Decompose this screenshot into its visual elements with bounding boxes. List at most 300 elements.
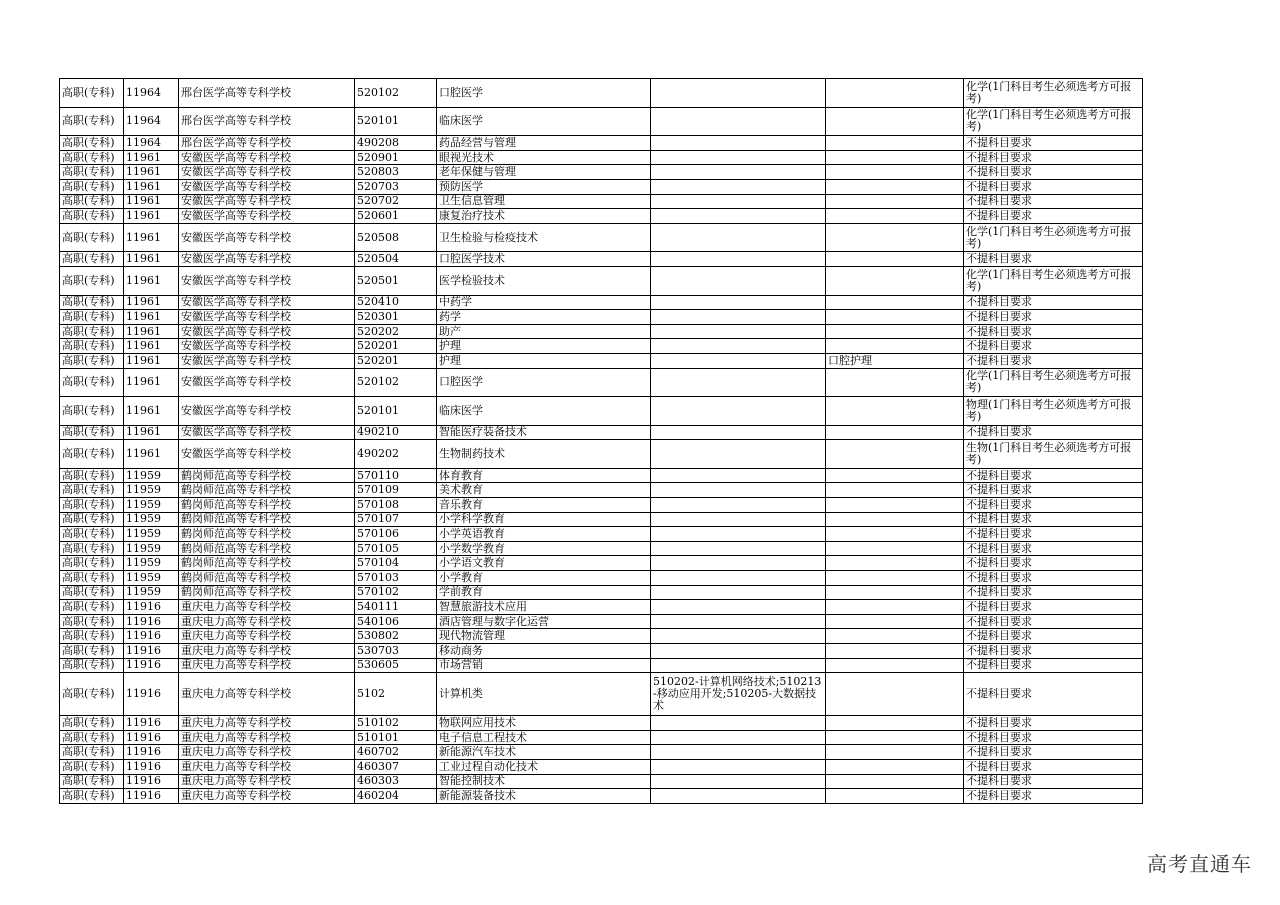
cell-requirement: 不提科目要求 <box>964 295 1143 310</box>
cell-major: 小学数学教育 <box>437 541 651 556</box>
cell-major: 美术教育 <box>437 483 651 498</box>
cell-includes <box>651 468 826 483</box>
cell-level: 高职(专科) <box>60 310 124 325</box>
cell-direction <box>826 179 964 194</box>
cell-major: 移动商务 <box>437 644 651 659</box>
cell-school-code: 11916 <box>124 759 179 774</box>
cell-direction <box>826 614 964 629</box>
cell-level: 高职(专科) <box>60 644 124 659</box>
cell-includes <box>651 585 826 600</box>
cell-major: 计算机类 <box>437 673 651 716</box>
cell-school-code: 11916 <box>124 614 179 629</box>
cell-major-code: 530605 <box>355 658 437 673</box>
cell-includes <box>651 600 826 615</box>
cell-includes <box>651 658 826 673</box>
cell-level: 高职(专科) <box>60 150 124 165</box>
cell-school-code: 11916 <box>124 673 179 716</box>
cell-requirement: 不提科目要求 <box>964 774 1143 789</box>
cell-level: 高职(专科) <box>60 745 124 760</box>
table-row <box>60 541 1143 556</box>
cell-requirement: 不提科目要求 <box>964 150 1143 165</box>
table-row <box>60 527 1143 542</box>
table-row <box>60 745 1143 760</box>
table-row <box>60 252 1143 267</box>
cell-direction: 口腔护理 <box>826 353 964 368</box>
cell-major-code: 510101 <box>355 730 437 745</box>
cell-direction <box>826 512 964 527</box>
cell-school-code: 11961 <box>124 209 179 224</box>
cell-major-code: 520102 <box>355 368 437 397</box>
cell-direction <box>826 483 964 498</box>
cell-school: 安徽医学高等专科学校 <box>179 223 355 252</box>
cell-major-code: 520702 <box>355 194 437 209</box>
table-row <box>60 179 1143 194</box>
cell-school-code: 11961 <box>124 425 179 440</box>
cell-level: 高职(专科) <box>60 571 124 586</box>
cell-level: 高职(专科) <box>60 541 124 556</box>
cell-direction <box>826 600 964 615</box>
cell-direction <box>826 498 964 513</box>
cell-school-code: 11961 <box>124 339 179 354</box>
cell-major: 眼视光技术 <box>437 150 651 165</box>
cell-major: 市场营销 <box>437 658 651 673</box>
cell-school: 重庆电力高等专科学校 <box>179 774 355 789</box>
cell-includes <box>651 483 826 498</box>
cell-includes <box>651 730 826 745</box>
cell-requirement: 不提科目要求 <box>964 541 1143 556</box>
cell-major: 口腔医学技术 <box>437 252 651 267</box>
cell-includes <box>651 194 826 209</box>
cell-requirement: 不提科目要求 <box>964 252 1143 267</box>
cell-level: 高职(专科) <box>60 179 124 194</box>
cell-level: 高职(专科) <box>60 556 124 571</box>
cell-level: 高职(专科) <box>60 483 124 498</box>
cell-major: 医学检验技术 <box>437 266 651 295</box>
cell-direction <box>826 527 964 542</box>
cell-school-code: 11959 <box>124 556 179 571</box>
cell-major-code: 570105 <box>355 541 437 556</box>
cell-direction <box>826 209 964 224</box>
cell-school-code: 11961 <box>124 310 179 325</box>
table-row <box>60 585 1143 600</box>
cell-requirement: 不提科目要求 <box>964 527 1143 542</box>
cell-major: 卫生信息管理 <box>437 194 651 209</box>
cell-school-code: 11916 <box>124 716 179 731</box>
cell-major: 智慧旅游技术应用 <box>437 600 651 615</box>
cell-includes: 510202-计算机网络技术;510213-移动应用开发;510205-大数据技术 <box>651 673 826 716</box>
cell-requirement: 物理(1门科目考生必须选考方可报考) <box>964 397 1143 426</box>
cell-direction <box>826 324 964 339</box>
cell-major: 工业过程自动化技术 <box>437 759 651 774</box>
cell-school-code: 11961 <box>124 223 179 252</box>
cell-requirement: 不提科目要求 <box>964 759 1143 774</box>
cell-major: 临床医学 <box>437 107 651 136</box>
table-row <box>60 483 1143 498</box>
cell-includes <box>651 339 826 354</box>
cell-major-code: 570110 <box>355 468 437 483</box>
cell-direction <box>826 339 964 354</box>
cell-school-code: 11959 <box>124 571 179 586</box>
table-row <box>60 295 1143 310</box>
cell-requirement: 不提科目要求 <box>964 136 1143 151</box>
cell-includes <box>651 165 826 180</box>
cell-school-code: 11916 <box>124 658 179 673</box>
cell-level: 高职(专科) <box>60 789 124 804</box>
cell-school: 鹤岗师范高等专科学校 <box>179 498 355 513</box>
cell-level: 高职(专科) <box>60 165 124 180</box>
cell-major-code: 570102 <box>355 585 437 600</box>
table-row <box>60 194 1143 209</box>
cell-requirement: 不提科目要求 <box>964 194 1143 209</box>
cell-major: 助产 <box>437 324 651 339</box>
cell-school: 安徽医学高等专科学校 <box>179 397 355 426</box>
cell-direction <box>826 107 964 136</box>
cell-major-code: 570107 <box>355 512 437 527</box>
cell-school: 鹤岗师范高等专科学校 <box>179 483 355 498</box>
cell-level: 高职(专科) <box>60 339 124 354</box>
cell-direction <box>826 223 964 252</box>
cell-major-code: 520803 <box>355 165 437 180</box>
table-row <box>60 629 1143 644</box>
cell-school-code: 11959 <box>124 483 179 498</box>
cell-level: 高职(专科) <box>60 673 124 716</box>
cell-school: 重庆电力高等专科学校 <box>179 759 355 774</box>
cell-requirement: 不提科目要求 <box>964 614 1143 629</box>
cell-major: 康复治疗技术 <box>437 209 651 224</box>
cell-school: 鹤岗师范高等专科学校 <box>179 541 355 556</box>
cell-major: 小学英语教育 <box>437 527 651 542</box>
cell-direction <box>826 150 964 165</box>
cell-school-code: 11959 <box>124 527 179 542</box>
cell-level: 高职(专科) <box>60 468 124 483</box>
cell-major-code: 520101 <box>355 107 437 136</box>
cell-major: 小学语文教育 <box>437 556 651 571</box>
cell-includes <box>651 397 826 426</box>
cell-major-code: 520901 <box>355 150 437 165</box>
cell-level: 高职(专科) <box>60 136 124 151</box>
cell-requirement: 生物(1门科目考生必须选考方可报考) <box>964 440 1143 469</box>
cell-major: 智能医疗装备技术 <box>437 425 651 440</box>
cell-school-code: 11959 <box>124 541 179 556</box>
cell-level: 高职(专科) <box>60 209 124 224</box>
cell-major-code: 460702 <box>355 745 437 760</box>
table-row <box>60 644 1143 659</box>
cell-school: 安徽医学高等专科学校 <box>179 425 355 440</box>
cell-level: 高职(专科) <box>60 774 124 789</box>
cell-school: 鹤岗师范高等专科学校 <box>179 556 355 571</box>
cell-direction <box>826 310 964 325</box>
cell-requirement: 不提科目要求 <box>964 629 1143 644</box>
cell-level: 高职(专科) <box>60 512 124 527</box>
cell-major: 学前教育 <box>437 585 651 600</box>
cell-school: 安徽医学高等专科学校 <box>179 368 355 397</box>
cell-major: 现代物流管理 <box>437 629 651 644</box>
cell-major-code: 570108 <box>355 498 437 513</box>
cell-major-code: 520504 <box>355 252 437 267</box>
cell-includes <box>651 629 826 644</box>
cell-direction <box>826 165 964 180</box>
cell-school: 鹤岗师范高等专科学校 <box>179 571 355 586</box>
cell-school: 重庆电力高等专科学校 <box>179 629 355 644</box>
cell-major-code: 520410 <box>355 295 437 310</box>
watermark-text: 高考直通车 <box>1147 852 1252 876</box>
cell-school: 安徽医学高等专科学校 <box>179 310 355 325</box>
cell-level: 高职(专科) <box>60 425 124 440</box>
cell-requirement: 不提科目要求 <box>964 483 1143 498</box>
cell-requirement: 不提科目要求 <box>964 571 1143 586</box>
cell-school: 鹤岗师范高等专科学校 <box>179 527 355 542</box>
cell-major: 口腔医学 <box>437 368 651 397</box>
cell-includes <box>651 79 826 108</box>
cell-requirement: 不提科目要求 <box>964 600 1143 615</box>
cell-level: 高职(专科) <box>60 730 124 745</box>
table-row <box>60 571 1143 586</box>
cell-school-code: 11964 <box>124 79 179 108</box>
cell-school: 重庆电力高等专科学校 <box>179 789 355 804</box>
cell-direction <box>826 658 964 673</box>
table-row <box>60 397 1143 426</box>
cell-direction <box>826 136 964 151</box>
table-row <box>60 468 1143 483</box>
cell-major-code: 510102 <box>355 716 437 731</box>
cell-school-code: 11961 <box>124 397 179 426</box>
cell-school: 安徽医学高等专科学校 <box>179 440 355 469</box>
table-body <box>60 79 1143 804</box>
cell-school-code: 11961 <box>124 266 179 295</box>
cell-direction <box>826 541 964 556</box>
cell-school-code: 11961 <box>124 440 179 469</box>
cell-major: 护理 <box>437 339 651 354</box>
cell-level: 高职(专科) <box>60 324 124 339</box>
cell-major-code: 540106 <box>355 614 437 629</box>
cell-includes <box>651 745 826 760</box>
table-row <box>60 107 1143 136</box>
cell-requirement: 不提科目要求 <box>964 716 1143 731</box>
cell-includes <box>651 150 826 165</box>
cell-requirement: 化学(1门科目考生必须选考方可报考) <box>964 107 1143 136</box>
cell-school-code: 11916 <box>124 644 179 659</box>
cell-school: 邢台医学高等专科学校 <box>179 136 355 151</box>
cell-includes <box>651 209 826 224</box>
cell-direction <box>826 468 964 483</box>
cell-level: 高职(专科) <box>60 223 124 252</box>
table-row <box>60 658 1143 673</box>
cell-includes <box>651 425 826 440</box>
cell-includes <box>651 266 826 295</box>
cell-requirement: 不提科目要求 <box>964 165 1143 180</box>
cell-school-code: 11961 <box>124 165 179 180</box>
cell-school-code: 11961 <box>124 295 179 310</box>
cell-school: 重庆电力高等专科学校 <box>179 716 355 731</box>
cell-requirement: 不提科目要求 <box>964 673 1143 716</box>
admission-requirements-table <box>59 78 1143 804</box>
table-row <box>60 789 1143 804</box>
cell-major-code: 570104 <box>355 556 437 571</box>
cell-major-code: 570106 <box>355 527 437 542</box>
cell-level: 高职(专科) <box>60 629 124 644</box>
cell-includes <box>651 556 826 571</box>
cell-school: 邢台医学高等专科学校 <box>179 79 355 108</box>
cell-includes <box>651 774 826 789</box>
cell-direction <box>826 368 964 397</box>
cell-includes <box>651 498 826 513</box>
table-row <box>60 368 1143 397</box>
cell-school-code: 11959 <box>124 585 179 600</box>
cell-school: 重庆电力高等专科学校 <box>179 644 355 659</box>
cell-school-code: 11961 <box>124 252 179 267</box>
cell-requirement: 不提科目要求 <box>964 339 1143 354</box>
cell-requirement: 不提科目要求 <box>964 644 1143 659</box>
cell-major: 新能源汽车技术 <box>437 745 651 760</box>
cell-level: 高职(专科) <box>60 79 124 108</box>
cell-requirement: 不提科目要求 <box>964 745 1143 760</box>
table-row <box>60 730 1143 745</box>
cell-level: 高职(专科) <box>60 527 124 542</box>
table-row <box>60 165 1143 180</box>
cell-school: 安徽医学高等专科学校 <box>179 353 355 368</box>
cell-school: 鹤岗师范高等专科学校 <box>179 468 355 483</box>
cell-major: 口腔医学 <box>437 79 651 108</box>
cell-school-code: 11916 <box>124 745 179 760</box>
cell-school: 安徽医学高等专科学校 <box>179 252 355 267</box>
table-row <box>60 512 1143 527</box>
cell-school: 安徽医学高等专科学校 <box>179 165 355 180</box>
cell-requirement: 化学(1门科目考生必须选考方可报考) <box>964 368 1143 397</box>
cell-major: 中药学 <box>437 295 651 310</box>
cell-includes <box>651 310 826 325</box>
cell-major: 电子信息工程技术 <box>437 730 651 745</box>
cell-requirement: 不提科目要求 <box>964 209 1143 224</box>
cell-major-code: 490202 <box>355 440 437 469</box>
cell-major-code: 520201 <box>355 339 437 354</box>
cell-includes <box>651 759 826 774</box>
table-row <box>60 774 1143 789</box>
cell-school: 安徽医学高等专科学校 <box>179 194 355 209</box>
cell-school-code: 11961 <box>124 150 179 165</box>
cell-school-code: 11964 <box>124 107 179 136</box>
cell-major-code: 490210 <box>355 425 437 440</box>
cell-major-code: 520703 <box>355 179 437 194</box>
cell-school-code: 11964 <box>124 136 179 151</box>
cell-school: 鹤岗师范高等专科学校 <box>179 585 355 600</box>
cell-direction <box>826 194 964 209</box>
cell-school-code: 11916 <box>124 600 179 615</box>
cell-includes <box>651 541 826 556</box>
cell-includes <box>651 107 826 136</box>
cell-direction <box>826 789 964 804</box>
cell-school-code: 11961 <box>124 179 179 194</box>
cell-requirement: 不提科目要求 <box>964 556 1143 571</box>
cell-requirement: 不提科目要求 <box>964 353 1143 368</box>
table-row <box>60 310 1143 325</box>
cell-level: 高职(专科) <box>60 107 124 136</box>
cell-level: 高职(专科) <box>60 600 124 615</box>
cell-major-code: 520301 <box>355 310 437 325</box>
cell-includes <box>651 252 826 267</box>
cell-school-code: 11961 <box>124 353 179 368</box>
cell-level: 高职(专科) <box>60 252 124 267</box>
cell-school: 重庆电力高等专科学校 <box>179 600 355 615</box>
table-row <box>60 425 1143 440</box>
cell-includes <box>651 295 826 310</box>
cell-major: 物联网应用技术 <box>437 716 651 731</box>
cell-school: 鹤岗师范高等专科学校 <box>179 512 355 527</box>
cell-major-code: 570103 <box>355 571 437 586</box>
cell-major-code: 570109 <box>355 483 437 498</box>
cell-major: 护理 <box>437 353 651 368</box>
cell-requirement: 化学(1门科目考生必须选考方可报考) <box>964 223 1143 252</box>
cell-includes <box>651 368 826 397</box>
cell-requirement: 不提科目要求 <box>964 179 1143 194</box>
cell-level: 高职(专科) <box>60 614 124 629</box>
cell-level: 高职(专科) <box>60 585 124 600</box>
table-row <box>60 556 1143 571</box>
cell-level: 高职(专科) <box>60 716 124 731</box>
cell-requirement: 不提科目要求 <box>964 468 1143 483</box>
cell-school-code: 11916 <box>124 629 179 644</box>
table-row <box>60 759 1143 774</box>
cell-major: 卫生检验与检疫技术 <box>437 223 651 252</box>
cell-major: 药品经营与管理 <box>437 136 651 151</box>
cell-direction <box>826 425 964 440</box>
cell-direction <box>826 730 964 745</box>
cell-direction <box>826 745 964 760</box>
cell-level: 高职(专科) <box>60 194 124 209</box>
cell-direction <box>826 252 964 267</box>
table-row <box>60 209 1143 224</box>
cell-level: 高职(专科) <box>60 759 124 774</box>
cell-major-code: 520101 <box>355 397 437 426</box>
cell-school: 安徽医学高等专科学校 <box>179 179 355 194</box>
cell-level: 高职(专科) <box>60 353 124 368</box>
cell-school-code: 11916 <box>124 730 179 745</box>
table-row <box>60 223 1143 252</box>
cell-includes <box>651 353 826 368</box>
cell-major: 音乐教育 <box>437 498 651 513</box>
cell-direction <box>826 759 964 774</box>
cell-direction <box>826 397 964 426</box>
cell-direction <box>826 79 964 108</box>
cell-includes <box>651 324 826 339</box>
cell-major-code: 520202 <box>355 324 437 339</box>
cell-direction <box>826 673 964 716</box>
cell-school-code: 11916 <box>124 774 179 789</box>
cell-includes <box>651 179 826 194</box>
cell-school: 安徽医学高等专科学校 <box>179 150 355 165</box>
table-row <box>60 324 1143 339</box>
cell-major-code: 5102 <box>355 673 437 716</box>
cell-major: 智能控制技术 <box>437 774 651 789</box>
cell-requirement: 不提科目要求 <box>964 310 1143 325</box>
cell-direction <box>826 585 964 600</box>
cell-includes <box>651 512 826 527</box>
cell-school: 重庆电力高等专科学校 <box>179 730 355 745</box>
cell-major-code: 530703 <box>355 644 437 659</box>
cell-major-code: 460303 <box>355 774 437 789</box>
cell-direction <box>826 440 964 469</box>
cell-school-code: 11961 <box>124 368 179 397</box>
cell-requirement: 不提科目要求 <box>964 425 1143 440</box>
cell-requirement: 不提科目要求 <box>964 324 1143 339</box>
cell-major-code: 520501 <box>355 266 437 295</box>
table-row <box>60 498 1143 513</box>
cell-major: 新能源装备技术 <box>437 789 651 804</box>
cell-includes <box>651 571 826 586</box>
cell-level: 高职(专科) <box>60 295 124 310</box>
cell-major: 老年保健与管理 <box>437 165 651 180</box>
cell-requirement: 不提科目要求 <box>964 512 1143 527</box>
cell-school: 安徽医学高等专科学校 <box>179 266 355 295</box>
